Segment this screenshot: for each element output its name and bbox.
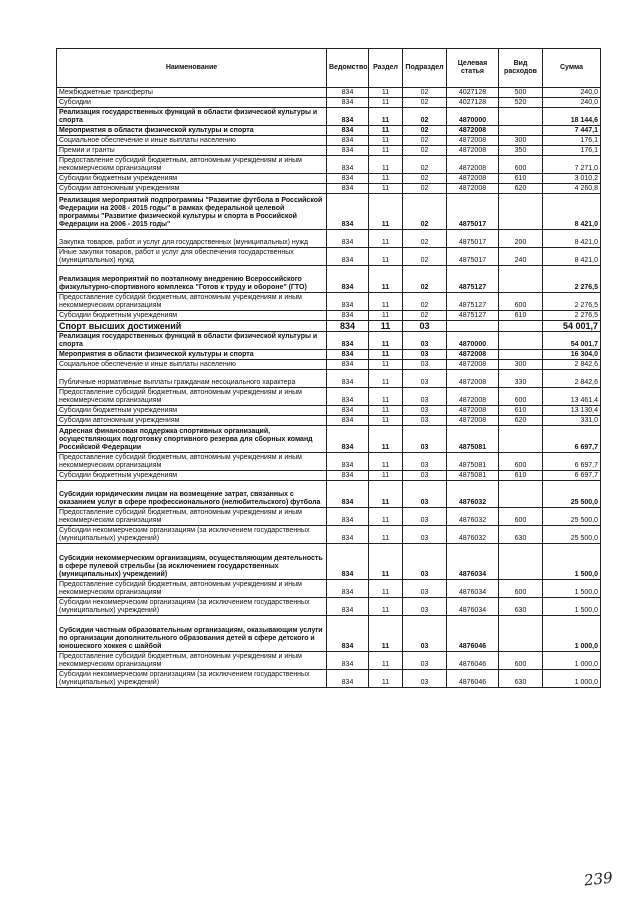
cell-section: 11	[369, 184, 403, 194]
cell-section: 11	[369, 248, 403, 266]
cell-subsection: 03	[403, 332, 447, 350]
cell-name: Спорт высших достижений	[57, 321, 327, 332]
cell-name: Предоставление субсидий бюджетным, автономным учреждениям и иным некоммерческим организациям	[57, 652, 327, 670]
header-target-article: Целевая статья	[447, 49, 499, 88]
cell-subsection: 03	[403, 471, 447, 481]
cell-subsection: 03	[403, 508, 447, 526]
cell-dept: 834	[327, 670, 369, 688]
cell-subsection: 03	[403, 670, 447, 688]
cell-dept: 834	[327, 146, 369, 156]
cell-target-article: 4875081	[447, 426, 499, 453]
cell-expense-kind	[499, 126, 543, 136]
cell-dept: 834	[327, 526, 369, 544]
header-subsection: Подраздел	[403, 49, 447, 88]
cell-sum: 8 421,0	[543, 230, 601, 248]
cell-name: Субсидии бюджетным учреждениям	[57, 174, 327, 184]
cell-subsection: 03	[403, 321, 447, 332]
cell-dept: 834	[327, 321, 369, 332]
cell-target-article: 4872008	[447, 126, 499, 136]
cell-dept: 834	[327, 652, 369, 670]
cell-sum: 240,0	[543, 98, 601, 108]
cell-target-article: 4876032	[447, 508, 499, 526]
cell-section: 11	[369, 406, 403, 416]
cell-target-article: 4027128	[447, 98, 499, 108]
cell-target-article: 4875127	[447, 293, 499, 311]
cell-target-article: 4875081	[447, 453, 499, 471]
cell-expense-kind	[499, 616, 543, 652]
cell-name: Предоставление субсидий бюджетным, автономным учреждениям и иным некоммерческим организациям	[57, 580, 327, 598]
cell-section: 11	[369, 98, 403, 108]
cell-name: Реализация мероприятий по поэтапному внедрению Всероссийского физкультурно-спортивного комплекса "Готов к труду и обороне" (ГТО)	[57, 266, 327, 293]
cell-expense-kind: 600	[499, 293, 543, 311]
cell-section: 11	[369, 616, 403, 652]
cell-section: 11	[369, 194, 403, 230]
cell-sum: 25 500,0	[543, 526, 601, 544]
cell-section: 11	[369, 471, 403, 481]
table-row	[57, 544, 601, 580]
table-row	[57, 194, 601, 230]
cell-expense-kind	[499, 350, 543, 360]
cell-target-article	[447, 321, 499, 332]
cell-name: Мероприятия в области физической культуры и спорта	[57, 126, 327, 136]
page-number: 239	[583, 868, 614, 890]
cell-dept: 834	[327, 266, 369, 293]
cell-expense-kind: 600	[499, 652, 543, 670]
cell-subsection: 03	[403, 616, 447, 652]
cell-dept: 834	[327, 350, 369, 360]
cell-section: 11	[369, 126, 403, 136]
cell-dept: 834	[327, 108, 369, 126]
table-row	[57, 311, 601, 321]
header-name: Наименование	[57, 49, 327, 88]
table-row	[57, 174, 601, 184]
cell-expense-kind: 520	[499, 98, 543, 108]
cell-name: Реализация государственных функций в области физической культуры и спорта	[57, 332, 327, 350]
table-row	[57, 146, 601, 156]
cell-subsection: 02	[403, 146, 447, 156]
cell-name: Субсидии	[57, 98, 327, 108]
cell-sum: 25 500,0	[543, 481, 601, 508]
cell-dept: 834	[327, 416, 369, 426]
cell-expense-kind: 630	[499, 670, 543, 688]
cell-name: Публичные нормативные выплаты гражданам несоциального характера	[57, 370, 327, 388]
cell-subsection: 03	[403, 598, 447, 616]
cell-target-article: 4872008	[447, 156, 499, 174]
cell-expense-kind: 610	[499, 406, 543, 416]
cell-subsection: 02	[403, 126, 447, 136]
cell-target-article: 4872008	[447, 388, 499, 406]
cell-name: Субсидии юридическим лицам на возмещение затрат, связанных с оказанием услуг в сфере профессионального (нелюбительского) футбола	[57, 481, 327, 508]
cell-section: 11	[369, 453, 403, 471]
table-row	[57, 136, 601, 146]
cell-expense-kind	[499, 544, 543, 580]
cell-dept: 834	[327, 248, 369, 266]
cell-expense-kind: 200	[499, 230, 543, 248]
cell-expense-kind: 600	[499, 453, 543, 471]
header-sum: Сумма	[543, 49, 601, 88]
header-dept: Ведомство	[327, 49, 369, 88]
cell-expense-kind: 620	[499, 184, 543, 194]
cell-section: 11	[369, 136, 403, 146]
cell-expense-kind	[499, 194, 543, 230]
table-row	[57, 98, 601, 108]
table-row	[57, 360, 601, 370]
cell-section: 11	[369, 508, 403, 526]
cell-subsection: 03	[403, 652, 447, 670]
cell-section: 11	[369, 293, 403, 311]
cell-expense-kind: 600	[499, 156, 543, 174]
table-row	[57, 481, 601, 508]
cell-sum: 7 271,0	[543, 156, 601, 174]
cell-sum: 176,1	[543, 136, 601, 146]
cell-dept: 834	[327, 370, 369, 388]
cell-expense-kind	[499, 321, 543, 332]
cell-section: 11	[369, 108, 403, 126]
cell-dept: 834	[327, 360, 369, 370]
cell-name: Межбюджетные трансферты	[57, 88, 327, 98]
cell-subsection: 03	[403, 453, 447, 471]
table-row	[57, 580, 601, 598]
budget-table	[56, 48, 601, 688]
cell-subsection: 02	[403, 230, 447, 248]
cell-sum: 25 500,0	[543, 508, 601, 526]
cell-expense-kind: 630	[499, 598, 543, 616]
cell-dept: 834	[327, 88, 369, 98]
table-body	[57, 88, 601, 688]
cell-target-article: 4875127	[447, 266, 499, 293]
cell-subsection: 03	[403, 370, 447, 388]
cell-sum: 1 000,0	[543, 652, 601, 670]
cell-section: 11	[369, 416, 403, 426]
cell-target-article: 4876046	[447, 652, 499, 670]
cell-dept: 834	[327, 481, 369, 508]
cell-dept: 834	[327, 406, 369, 416]
cell-sum: 176,1	[543, 146, 601, 156]
cell-name: Субсидии автономным учреждениям	[57, 416, 327, 426]
table-header-row	[57, 49, 601, 88]
cell-target-article: 4876032	[447, 481, 499, 508]
cell-expense-kind: 610	[499, 174, 543, 184]
cell-name: Предоставление субсидий бюджетным, автономным учреждениям и иным некоммерческим организациям	[57, 293, 327, 311]
cell-sum: 1 000,0	[543, 670, 601, 688]
cell-sum: 3 010,2	[543, 174, 601, 184]
table-row	[57, 471, 601, 481]
cell-expense-kind: 300	[499, 136, 543, 146]
cell-expense-kind: 600	[499, 580, 543, 598]
table-row	[57, 156, 601, 174]
cell-dept: 834	[327, 98, 369, 108]
cell-dept: 834	[327, 471, 369, 481]
cell-dept: 834	[327, 332, 369, 350]
cell-dept: 834	[327, 156, 369, 174]
cell-name: Субсидии бюджетным учреждениям	[57, 406, 327, 416]
cell-section: 11	[369, 311, 403, 321]
cell-sum: 6 697,7	[543, 471, 601, 481]
cell-sum: 4 260,8	[543, 184, 601, 194]
header-section: Раздел	[369, 49, 403, 88]
cell-name: Предоставление субсидий бюджетным, автономным учреждениям и иным некоммерческим организациям	[57, 453, 327, 471]
cell-name: Иные закупки товаров, работ и услуг для обеспечения государственных (муниципальных) нужд	[57, 248, 327, 266]
cell-subsection: 02	[403, 184, 447, 194]
table-row	[57, 293, 601, 311]
cell-expense-kind: 610	[499, 471, 543, 481]
cell-dept: 834	[327, 230, 369, 248]
cell-target-article: 4872008	[447, 406, 499, 416]
cell-section: 11	[369, 174, 403, 184]
cell-sum: 1 500,0	[543, 544, 601, 580]
table-row	[57, 332, 601, 350]
table-row	[57, 598, 601, 616]
cell-name: Закупка товаров, работ и услуг для государственных (муниципальных) нужд	[57, 230, 327, 248]
cell-name: Субсидии некоммерческим организациям, осуществляющим деятельность в сфере пулевой стрельбы (за исключением государственных (муниципальных) учреждений)	[57, 544, 327, 580]
cell-target-article: 4872008	[447, 370, 499, 388]
table-row	[57, 266, 601, 293]
cell-section: 11	[369, 580, 403, 598]
cell-sum: 54 001,7	[543, 332, 601, 350]
cell-sum: 7 447,1	[543, 126, 601, 136]
cell-section: 11	[369, 88, 403, 98]
cell-subsection: 03	[403, 388, 447, 406]
cell-sum: 2 276,5	[543, 311, 601, 321]
cell-sum: 2 842,6	[543, 370, 601, 388]
cell-sum: 8 421,0	[543, 248, 601, 266]
cell-name: Адресная финансовая поддержка спортивных организаций, осуществляющих подготовку спортивного резерва для сборных команд Российской Федерации	[57, 426, 327, 453]
cell-target-article: 4875017	[447, 248, 499, 266]
cell-sum: 331,0	[543, 416, 601, 426]
cell-sum: 2 842,6	[543, 360, 601, 370]
cell-name: Субсидии бюджетным учреждениям	[57, 471, 327, 481]
cell-subsection: 02	[403, 108, 447, 126]
cell-section: 11	[369, 481, 403, 508]
cell-target-article: 4876034	[447, 544, 499, 580]
cell-section: 11	[369, 652, 403, 670]
cell-target-article: 4876032	[447, 526, 499, 544]
cell-expense-kind: 500	[499, 88, 543, 98]
cell-section: 11	[369, 544, 403, 580]
cell-subsection: 03	[403, 360, 447, 370]
cell-sum: 54 001,7	[543, 321, 601, 332]
table-row	[57, 616, 601, 652]
cell-section: 11	[369, 670, 403, 688]
cell-target-article: 4876034	[447, 580, 499, 598]
cell-sum: 2 276,5	[543, 293, 601, 311]
table-row	[57, 230, 601, 248]
cell-subsection: 02	[403, 174, 447, 184]
cell-name: Предоставление субсидий бюджетным, автономным учреждениям и иным некоммерческим организациям	[57, 156, 327, 174]
cell-expense-kind	[499, 426, 543, 453]
cell-expense-kind: 330	[499, 370, 543, 388]
table-row	[57, 426, 601, 453]
cell-sum: 2 276,5	[543, 266, 601, 293]
cell-name: Предоставление субсидий бюджетным, автономным учреждениям и иным некоммерческим организациям	[57, 388, 327, 406]
cell-expense-kind: 300	[499, 360, 543, 370]
cell-subsection: 02	[403, 194, 447, 230]
cell-target-article: 4870000	[447, 332, 499, 350]
cell-target-article: 4876046	[447, 616, 499, 652]
cell-subsection: 03	[403, 406, 447, 416]
cell-dept: 834	[327, 293, 369, 311]
cell-dept: 834	[327, 544, 369, 580]
cell-section: 11	[369, 598, 403, 616]
cell-subsection: 02	[403, 136, 447, 146]
cell-subsection: 03	[403, 580, 447, 598]
cell-dept: 834	[327, 184, 369, 194]
cell-subsection: 02	[403, 266, 447, 293]
cell-section: 11	[369, 321, 403, 332]
table-row	[57, 350, 601, 360]
cell-subsection: 03	[403, 544, 447, 580]
cell-dept: 834	[327, 580, 369, 598]
table-row	[57, 670, 601, 688]
cell-subsection: 02	[403, 88, 447, 98]
cell-section: 11	[369, 146, 403, 156]
cell-target-article: 4875017	[447, 194, 499, 230]
cell-subsection: 03	[403, 416, 447, 426]
cell-target-article: 4875081	[447, 471, 499, 481]
cell-subsection: 03	[403, 426, 447, 453]
cell-subsection: 02	[403, 293, 447, 311]
cell-target-article: 4870000	[447, 108, 499, 126]
cell-sum: 6 697,7	[543, 453, 601, 471]
cell-sum: 13 461,4	[543, 388, 601, 406]
table-row	[57, 453, 601, 471]
cell-expense-kind	[499, 332, 543, 350]
cell-sum: 8 421,0	[543, 194, 601, 230]
table-row	[57, 508, 601, 526]
cell-dept: 834	[327, 194, 369, 230]
cell-name: Субсидии частным образовательным организациям, оказывающим услуги по организации дополнительного образования детей в сфере детского и юношеского хоккея с шайбой	[57, 616, 327, 652]
cell-section: 11	[369, 526, 403, 544]
cell-section: 11	[369, 230, 403, 248]
cell-sum: 1 500,0	[543, 580, 601, 598]
table-row	[57, 108, 601, 126]
cell-subsection: 03	[403, 526, 447, 544]
table-row	[57, 184, 601, 194]
cell-dept: 834	[327, 174, 369, 184]
cell-dept: 834	[327, 426, 369, 453]
table-row	[57, 416, 601, 426]
cell-target-article: 4872008	[447, 350, 499, 360]
cell-name: Предоставление субсидий бюджетным, автономным учреждениям и иным некоммерческим организациям	[57, 508, 327, 526]
cell-name: Реализация мероприятий подпрограммы "Развитие футбола в Российской Федерации на 2008 - 2015 годы" в рамках федеральной целевой программы "Развитие физической культуры и спорта в Российской Федерации на 2006 - 2015 годы"	[57, 194, 327, 230]
cell-target-article: 4876046	[447, 670, 499, 688]
cell-section: 11	[369, 388, 403, 406]
table-row	[57, 406, 601, 416]
cell-section: 11	[369, 266, 403, 293]
table-row	[57, 370, 601, 388]
cell-target-article: 4875127	[447, 311, 499, 321]
cell-subsection: 02	[403, 156, 447, 174]
cell-name: Субсидии бюджетным учреждениям	[57, 311, 327, 321]
cell-expense-kind	[499, 266, 543, 293]
table-row	[57, 126, 601, 136]
cell-dept: 834	[327, 136, 369, 146]
table-row	[57, 526, 601, 544]
table-row	[57, 88, 601, 98]
cell-section: 11	[369, 370, 403, 388]
cell-target-article: 4027128	[447, 88, 499, 98]
cell-target-article: 4872008	[447, 136, 499, 146]
cell-sum: 16 304,0	[543, 350, 601, 360]
cell-target-article: 4876034	[447, 598, 499, 616]
cell-section: 11	[369, 426, 403, 453]
cell-name: Субсидии некоммерческим организациям (за исключением государственных (муниципальных) учреждений)	[57, 670, 327, 688]
cell-sum: 18 144,6	[543, 108, 601, 126]
cell-name: Субсидии автономным учреждениям	[57, 184, 327, 194]
cell-expense-kind: 240	[499, 248, 543, 266]
table-row	[57, 388, 601, 406]
cell-expense-kind: 600	[499, 508, 543, 526]
cell-expense-kind: 610	[499, 311, 543, 321]
cell-dept: 834	[327, 311, 369, 321]
cell-sum: 13 130,4	[543, 406, 601, 416]
cell-name: Мероприятия в области физической культуры и спорта	[57, 350, 327, 360]
cell-dept: 834	[327, 616, 369, 652]
cell-section: 11	[369, 332, 403, 350]
cell-dept: 834	[327, 388, 369, 406]
cell-expense-kind: 350	[499, 146, 543, 156]
cell-sum: 1 500,0	[543, 598, 601, 616]
cell-sum: 240,0	[543, 88, 601, 98]
table-row	[57, 652, 601, 670]
cell-name: Социальное обеспечение и иные выплаты населению	[57, 136, 327, 146]
cell-sum: 6 697,7	[543, 426, 601, 453]
cell-name: Субсидии некоммерческим организациям (за исключением государственных (муниципальных) учреждений)	[57, 526, 327, 544]
cell-target-article: 4875017	[447, 230, 499, 248]
cell-dept: 834	[327, 598, 369, 616]
cell-dept: 834	[327, 126, 369, 136]
cell-target-article: 4872008	[447, 184, 499, 194]
cell-expense-kind	[499, 481, 543, 508]
cell-target-article: 4872008	[447, 174, 499, 184]
cell-name: Субсидии некоммерческим организациям (за исключением государственных (муниципальных) учреждений)	[57, 598, 327, 616]
cell-target-article: 4872008	[447, 146, 499, 156]
cell-subsection: 03	[403, 350, 447, 360]
cell-dept: 834	[327, 453, 369, 471]
cell-name: Социальное обеспечение и иные выплаты населению	[57, 360, 327, 370]
cell-expense-kind	[499, 108, 543, 126]
budget-sheet	[56, 48, 600, 688]
table-row	[57, 321, 601, 332]
table-row	[57, 248, 601, 266]
cell-section: 11	[369, 156, 403, 174]
cell-subsection: 03	[403, 481, 447, 508]
cell-subsection: 02	[403, 311, 447, 321]
cell-target-article: 4872008	[447, 416, 499, 426]
cell-sum: 1 000,0	[543, 616, 601, 652]
cell-name: Реализация государственных функций в области физической культуры и спорта	[57, 108, 327, 126]
cell-name: Премии и гранты	[57, 146, 327, 156]
cell-section: 11	[369, 350, 403, 360]
cell-section: 11	[369, 360, 403, 370]
cell-target-article: 4872008	[447, 360, 499, 370]
cell-expense-kind: 620	[499, 416, 543, 426]
cell-subsection: 02	[403, 98, 447, 108]
cell-subsection: 02	[403, 248, 447, 266]
cell-expense-kind: 600	[499, 388, 543, 406]
cell-dept: 834	[327, 508, 369, 526]
cell-expense-kind: 630	[499, 526, 543, 544]
header-expense-kind: Вид расходов	[499, 49, 543, 88]
